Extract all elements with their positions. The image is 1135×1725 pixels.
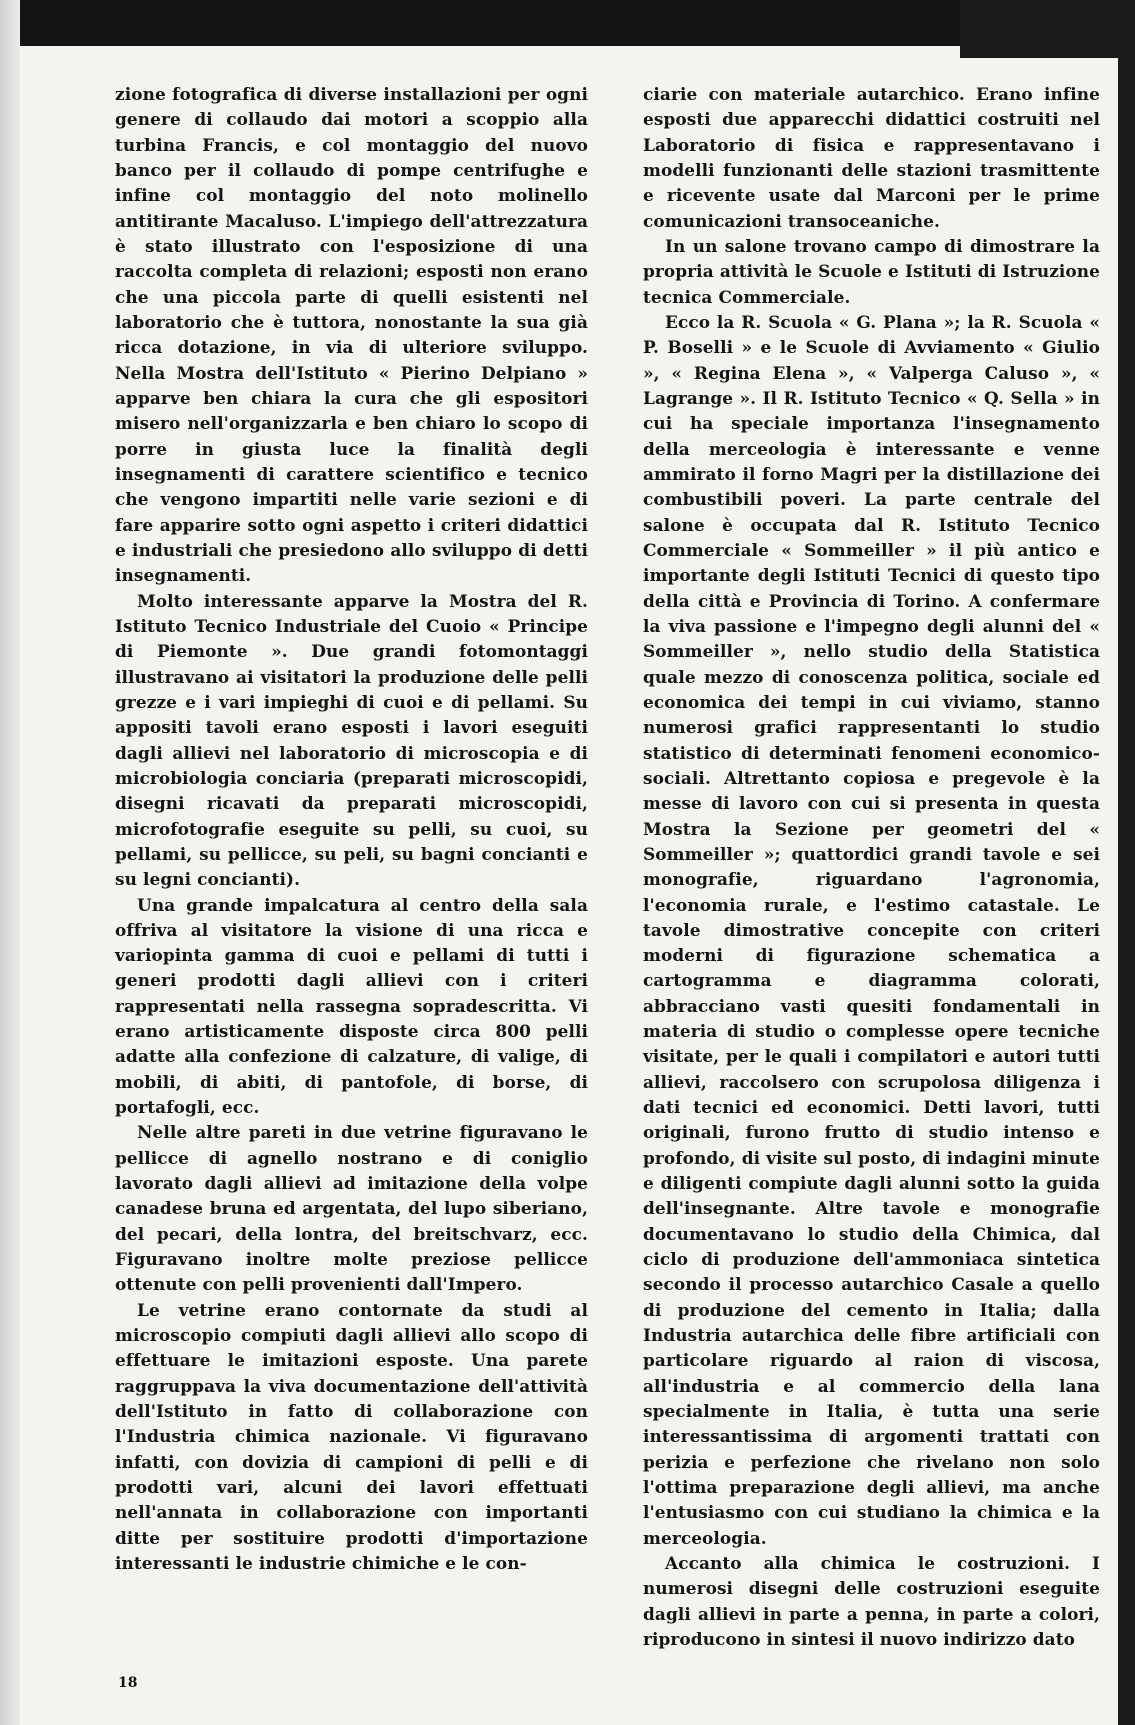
page-number: 18 xyxy=(118,1675,138,1691)
paragraph: Molto interessante apparve la Mostra del R. Istituto Tecnico Industriale del Cuoio « Principe di Piemonte ». Due grandi fotomontaggi illustravano ai visitatori la produzione delle pelli grezze e i vari impieghi di cuoi e di pellami. Su appositi tavoli erano esposti i lavori eseguiti dagli allievi nel laboratorio di microscopia e di microbiologia conciaria (preparati microscopidi, disegni ricavati da preparati microscopidi, microfotografie eseguite su pelli, su cuoi, su pellami, su pellicce, su peli, su bagni concianti e su legni concianti). xyxy=(115,590,588,890)
scan-border-top xyxy=(0,0,960,46)
scan-border-top-right xyxy=(960,0,1135,58)
paragraph: Le vetrine erano contornate da studi al microscopio compiuti dagli allievi allo scopo di effettuare le imitazioni esposte. Una parete raggruppava la viva documentazione dell'attività dell'Istituto in fatto di collaborazione con l'Industria chimica nazionale. Vi figuravano infatti, con dovizia di campioni di pelli e di prodotti vari, alcuni dei lavori effettuati nell'annata in collaborazione con importanti ditte per sostituire prodotti d'importazione interessanti le industrie chimiche e le con- xyxy=(115,1299,588,1574)
paragraph: ciarie con materiale autarchico. Erano infine esposti due apparecchi didattici costruiti nel Laboratorio di fisica e rappresentavano i modelli funzionanti delle stazioni trasmittente e ricevente usate dal Marconi per le prime comunicazioni transoceaniche. xyxy=(643,84,1100,231)
paragraph: Nelle altre pareti in due vetrine figuravano le pellicce di agnello nostrano e di coniglio lavorato dagli allievi ad imitazione della volpe canadese bruna ed argentata, del lupo siberiano, del pecari, della lontra, del breitschvarz, ecc. Figuravano inoltre molte preziose pellicce ottenute con pelli provenienti dall'Impero. xyxy=(115,1122,588,1295)
right-text-column xyxy=(643,82,1100,1652)
paragraph: Una grande impalcatura al centro della sala offriva al visitatore la visione di una ricca e variopinta gamma di cuoi e pellami di tutti i generi prodotti dagli allievi con i criteri rappresentati nella rassegna sopradescritta. Vi erano artisticamente disposte circa 800 pelli adatte alla confezione di calzature, di valige, di mobili, di abiti, di pantofole, di borse, di portafogli, ecc. xyxy=(115,894,588,1118)
paragraph: In un salone trovano campo di dimostrare la propria attività le Scuole e Istituti di Istruzione tecnica Commerciale. xyxy=(643,235,1100,307)
left-text-column xyxy=(115,82,588,1576)
paragraph: Accanto alla chimica le costruzioni. I numerosi disegni delle costruzioni eseguite dagli allievi in parte a penna, in parte a colori, riproducono in sintesi il nuovo indirizzo dato xyxy=(643,1553,1100,1650)
paragraph: Ecco la R. Scuola « G. Plana »; la R. Scuola « P. Boselli » e le Scuole di Avviamento « Giulio », « Regina Elena », « Valperga Caluso », « Lagrange ». Il R. Istituto Tecnico « Q. Sella » in cui ha speciale importanza l'insegnamento della merceologia è interessante e venne ammirato il forno Magri per la distillazione dei combustibili poveri. La parte centrale del salone è occupata dal R. Istituto Tecnico Commerciale « Sommeiller » il più antico e importante degli Istituti Tecnici di questo tipo della città e Provincia di Torino. A confermare la viva passione e l'impegno degli alunni del « Sommeiller », nello studio della Statistica quale mezzo di conoscenza politica, sociale ed economica dei tempi in cui viviamo, stanno numerosi grafici rappresentanti lo studio statistico di determinati fenomeni economico-sociali. Altrettanto copiosa e pregevole è la messe di lavoro con cui si presenta in questa Mostra la Sezione per geometri del « Sommeiller »; quattordici grandi tavole e sei monografie, riguardano l'agronomia, l'economia rurale, e l'estimo catastale. Le tavole dimostrative concepite con criteri moderni di figurazione schematica a cartogramma e diagramma colorati, abbracciano vasti quesiti fondamentali in materia di studio o complesse opere tecniche visitate, per le quali i compilatori e autori tutti allievi, raccolsero con scrupolosa diligenza i dati tecnici ed economici. Detti lavori, tutti originali, furono frutto di studio intenso e profondo, di visite sul posto, di indagini minute e diligenti compiute dagli alunni sotto la guida dell'insegnante. Altre tavole e monografie documentavano lo studio della Chimica, dal ciclo di produzione dell'ammoniaca sintetica secondo il processo autarchico Casale a quello di produzione del cemento in Italia; dalla Industria autarchica delle fibre artificiali con particolare riguardo al raion di viscosa, all'industria e al commercio della lana specialmente in Italia, è tutta una serie interessantissima di argomenti trattati con perizia e perfezione che rivelano non solo l'ottima preparazione degli allievi, ma anche l'entusiasmo con cui studiano la chimica e la merceologia. xyxy=(643,311,1100,1548)
paragraph: zione fotografica di diverse installazioni per ogni genere di collaudo dai motori a scoppio alla turbina Francis, e col montaggio del nuovo banco per il collaudo di pompe centrifughe e infine col montaggio del noto molinello antitirante Macaluso. L'impiego dell'attrezzatura è stato illustrato con l'esposizione di una raccolta completa di relazioni; esposti non erano che una piccola parte di quelli esistenti nel laboratorio che è tuttora, nonostante la sua già ricca dotazione, in via di ulteriore sviluppo. Nella Mostra dell'Istituto « Pierino Delpiano » apparve ben chiara la cura che gli espositori misero nell'organizzarla e ben chiaro lo scopo di porre in giusta luce la finalità degli insegnamenti di carattere scientifico e tecnico che vengono impartiti nelle varie sezioni e di fare apparire sotto ogni aspetto i criteri didattici e industriali che presiedono allo sviluppo di detti insegnamenti. xyxy=(115,84,588,586)
scan-border-right xyxy=(1118,58,1135,1725)
scan-border-left xyxy=(0,0,20,1725)
